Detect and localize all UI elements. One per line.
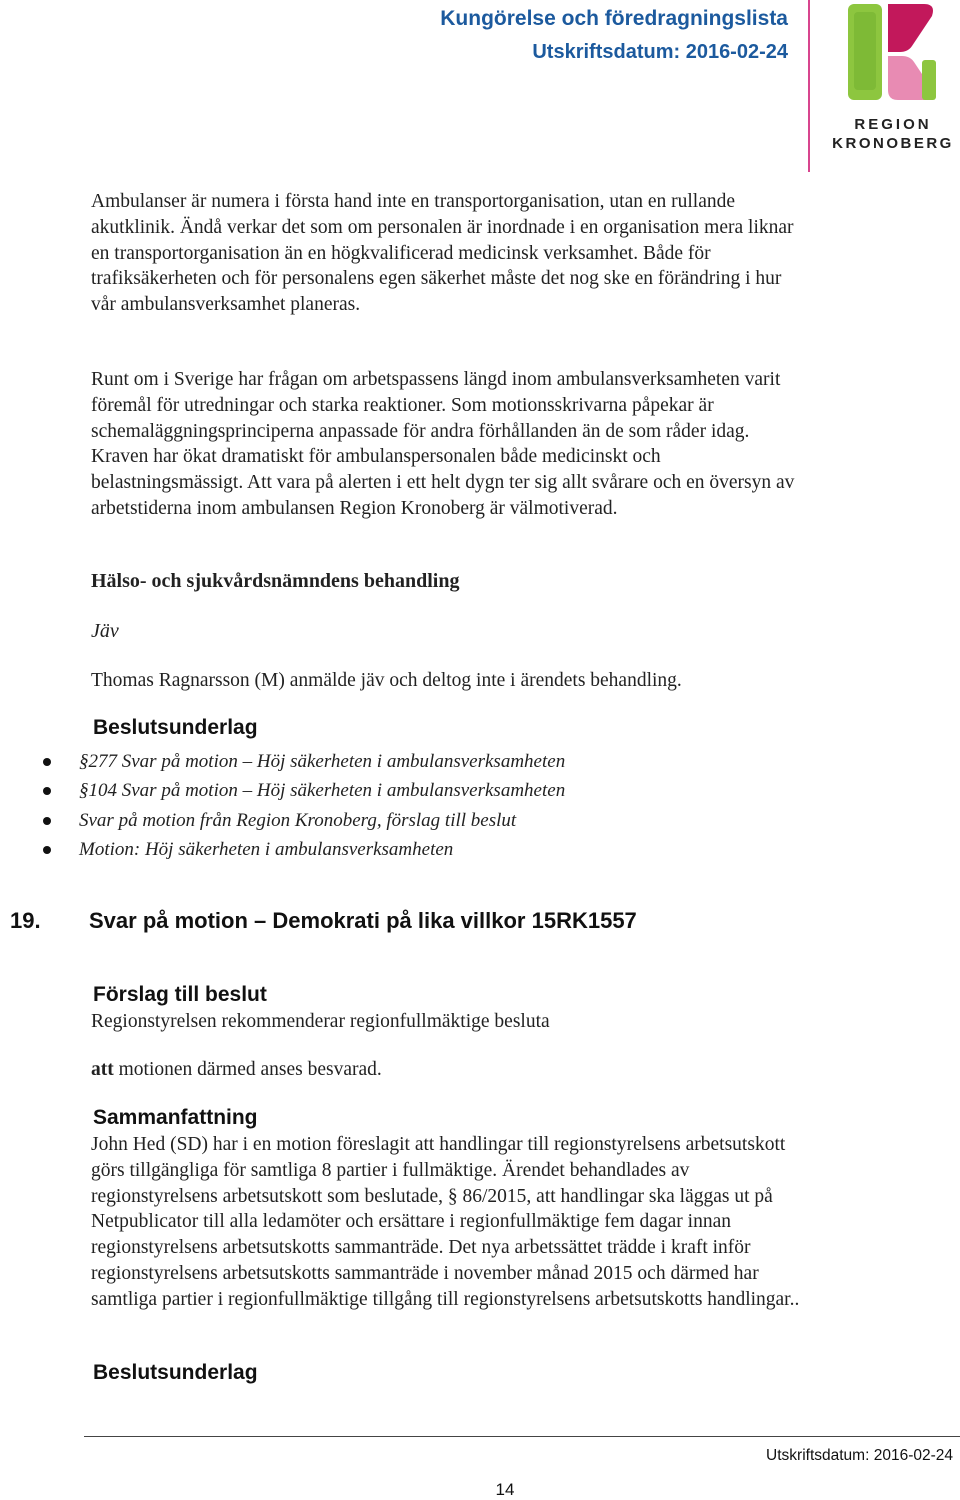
list-item: §104 Svar på motion – Höj säkerheten i ambulansverksamheten bbox=[40, 776, 565, 805]
heading-namndens-behandling: Hälso- och sjukvårdsnämndens behandling bbox=[91, 570, 460, 592]
list-item: Motion: Höj säkerheten i ambulansverksamheten bbox=[40, 835, 565, 864]
header-print-date: Utskriftsdatum: 2016-02-24 bbox=[532, 41, 788, 63]
section-number: 19. bbox=[10, 908, 41, 933]
heading-sammanfattning: Sammanfattning bbox=[93, 1106, 258, 1129]
footer-print-date: Utskriftsdatum: 2016-02-24 bbox=[766, 1447, 953, 1464]
att-text: motionen därmed anses besvarad. bbox=[113, 1059, 382, 1080]
document-title: Kungörelse och föredragningslista bbox=[440, 7, 788, 30]
logo-text-kronoberg: KRONOBERG bbox=[832, 135, 954, 152]
sammanfattning-text: John Hed (SD) har i en motion föreslagit att handlingar till regionstyrelsens arbetsutskott görs tillgängliga för samtliga 8 partier i fullmäktige. Ärendet behandlades av regionstyrelsens arbetsutskott som beslutade, § 86/2015, att handlingar ska läggas ut på Netpublicator till alla ledamöter och ersättare i regionfullmäktige fem dagar innan regionstyrelsens arbetsutskotts sammanträde. Det nya arbetssättet trädde i kraft inför regionstyrelsens arbetsutskotts sammanträde i november månad 2015 och därmed har samtliga partier i regionfullmäktige tillgång till regionstyrelsens arbetsutskotts handlingar.. bbox=[91, 1134, 800, 1310]
bullet-icon bbox=[43, 846, 51, 854]
bullet-icon bbox=[43, 817, 51, 825]
list-item: Svar på motion från Region Kronoberg, förslag till beslut bbox=[40, 806, 565, 835]
paragraph-arbetspass: Runt om i Sverige har frågan om arbetspassens längd inom ambulansverksamheten varit föremål för utredningar och starka reaktioner. Som motionsskrivarna påpekar är schemaläggningsprinciperna anpassade för andra förhållanden än de som råder idag. Kraven har ökat dramatiskt för ambulanspersonalen både medicinskt och belastningsmässigt. Att vara på alerten i ett helt dygn ter sig allt svårare och en översyn av arbetstiderna inom ambulansen Region Kronoberg är välmotiverad. bbox=[91, 369, 795, 519]
heading-beslutsunderlag-19: Beslutsunderlag bbox=[93, 1361, 258, 1384]
paragraph-ambulanser: Ambulanser är numera i första hand inte en transportorganisation, utan en rullande akutklinik. Ändå verkar det som om personalen är inordnade i en organisation mera liknar en transportorganisation än en högkvalificerad medicinsk verksamhet. Både för trafiksäkerheten och för personalens egen säkerhet måste det nog ske en förändring i hur vår ambulansverksamhet planeras. bbox=[91, 191, 794, 316]
beslutsunderlag-list bbox=[40, 747, 565, 864]
footer-divider bbox=[84, 1436, 960, 1437]
section-title: Svar på motion – Demokrati på lika villkor 15RK1557 bbox=[89, 908, 637, 933]
jav-label: Jäv bbox=[91, 620, 119, 642]
jav-text: Thomas Ragnarsson (M) anmälde jäv och deltog inte i ärendets behandling. bbox=[91, 670, 682, 691]
bullet-icon bbox=[43, 758, 51, 766]
list-item: §277 Svar på motion – Höj säkerheten i ambulansverksamheten bbox=[40, 747, 565, 776]
heading-forslag-till-beslut: Förslag till beslut bbox=[93, 983, 267, 1006]
bullet-icon bbox=[43, 787, 51, 795]
page-number: 14 bbox=[495, 1480, 515, 1499]
header-divider bbox=[808, 0, 810, 172]
att-keyword: att bbox=[91, 1059, 114, 1080]
heading-beslutsunderlag: Beslutsunderlag bbox=[93, 716, 258, 739]
logo-text-region: REGION bbox=[854, 116, 932, 133]
att-line bbox=[91, 1057, 811, 1083]
forslag-text: Regionstyrelsen rekommenderar regionfullmäktige besluta bbox=[91, 1011, 550, 1032]
